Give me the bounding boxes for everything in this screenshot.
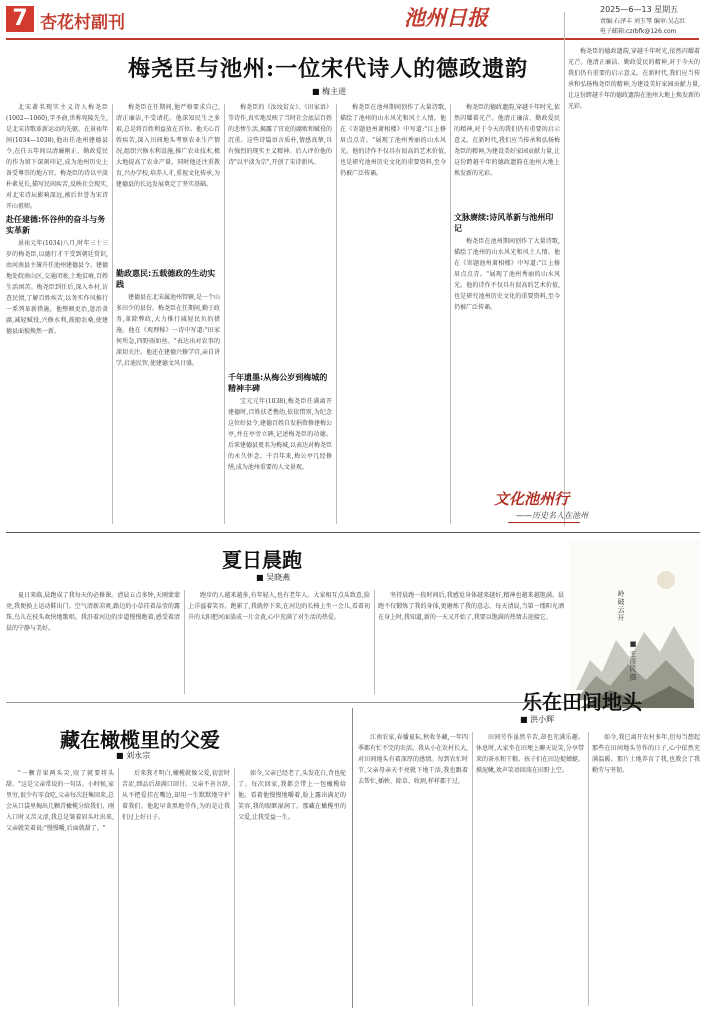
editors-credit: 责编:石泽丰 刘玉琴 编审:吴志红 xyxy=(600,18,686,25)
masthead xyxy=(0,0,705,44)
article-byline: ■ 洪小辉 xyxy=(520,715,555,724)
section-divider xyxy=(6,532,700,533)
article-title: 乐在田间地头 xyxy=(522,690,642,714)
article-paragraph: 梅尧臣的《汝坟贫女》、《田家语》等诗作,真实地反映了当时社会底层百姓的悲惨生活,揭露了官吏的腐败和赋役的沉重。这些诗篇语言质朴,情感真挚,具有强烈的现实主义精神。后人评价他的诗"以平淡为宗",开创了宋诗新风。 xyxy=(228,104,332,166)
header-rule xyxy=(6,38,699,40)
article-title: 藏在橄榄里的父爱 xyxy=(60,728,220,752)
page-number-badge: 7 xyxy=(6,6,34,32)
article-paragraph: 梅尧臣在任期间,他严格要求自己,清正廉洁,不受请托。他深知民生之多艰,总是将百姓利益放在首位。他关心百姓疾苦,深入田间地头考察农业生产情况,组织兴修水利设施,推广农业技术,极大地提高了农业产量。同时他还注重教育,兴办学校,培养人才,重视文化传承,为建德县的长远发展奠定了坚实基础。 xyxy=(116,104,220,188)
column-stamp-title: 文化池州行 xyxy=(494,490,570,508)
article-paragraph: 江南农家,春播夏耘,秋收冬藏,一年四季都有忙不完的农活。我从小在农村长大,对田间地头有着深厚的感情。每到农忙时节,父亲母亲天不亮就下地干活,我也跟着去帮忙,插秧、除草、收割,样样都干过。 xyxy=(358,734,468,785)
painting-credit: ■ 王彦民 摄 xyxy=(629,640,637,681)
article-paragraph: 梅尧臣的德政遗韵,穿越千年时光,依然闪耀着光芒。他清正廉洁、勤政爱民的精神,对于今天的我们仍有重要的启示意义。在新时代,我们应当传承和弘扬梅尧臣的精神,为建设美好家园贡献力量,让这份跨越千年的德政遗韵在池州大地上焕发新的光彩。 xyxy=(568,48,700,110)
column-divider xyxy=(234,768,235,1006)
column-divider xyxy=(112,104,113,524)
article-byline: ■ 梅主进 xyxy=(312,87,347,96)
column-divider xyxy=(472,732,473,1006)
column-divider xyxy=(184,590,185,694)
article-paragraph: 夏日来临,晨跑成了我每天的必修课。清晨五点多钟,天刚蒙蒙亮,我便换上运动鞋出门。空气清新凉爽,路边的小草挂着晶莹的露珠,鸟儿在枝头欢快地歌唱。我沿着河边的步道慢慢跑着,感受着清晨的宁静与美好。 xyxy=(6,592,180,632)
landscape-painting xyxy=(570,540,700,710)
article-paragraph: 如今,我已离开农村多年,但每当想起那些在田间地头劳作的日子,心中依然充满温暖。那片土地养育了我,也教会了我勤劳与坚韧。 xyxy=(592,734,700,774)
column-stamp-subtitle: ——历史名人在池州 xyxy=(516,511,588,520)
page-section-name: 杏花村副刊 xyxy=(40,13,125,33)
article-paragraph: 跑步的人越来越多,有年轻人,也有老年人。大家相互点头致意,脸上洋溢着笑容。跑累了,我就停下来,在河边的长椅上坐一会儿,看着初升的太阳把河面染成一片金黄,心中充满了对生活的热爱。 xyxy=(188,592,370,621)
article-title: 夏日晨跑 xyxy=(222,548,302,572)
article-paragraph: 梅尧臣的德政遗韵,穿越千年时光,依然闪耀着光芒。他清正廉洁、勤政爱民的精神,对于今天的我们仍有重要的启示意义。在新时代,我们应当传承和弘扬梅尧臣的精神,为建设美好家园贡献力量,让这份跨越千年的德政遗韵在池州大地上焕发新的光彩。 xyxy=(454,104,560,177)
article-paragraph: 如今,父亲已经老了,头发花白,背也驼了。每次回家,我都会带上一包橄榄给他。看着他慢慢地嚼着,脸上露出满足的笑容,我的眼眶湿润了。那藏在橄榄里的父爱,让我受益一生。 xyxy=(238,770,346,821)
article-paragraph: 梅尧臣在池州期间创作了大量诗歌,描绘了池州的山水风光和风土人情。他在《寄题池州萧相楼》中写道:"江上修眉点点青。"展现了池州秀丽的山水风光。他的诗作不仅具有很高的艺术价值,也是研究池州历史文化的重要资料,至今仍被广泛传诵。 xyxy=(340,104,446,177)
column-divider xyxy=(564,12,565,526)
column-stamp xyxy=(494,488,588,528)
column-divider xyxy=(336,104,337,524)
column-divider xyxy=(118,768,119,1006)
article-byline: ■ 吴晓燕 xyxy=(256,573,291,582)
article-paragraph: "一颗青果两头尖,咬了就要将头甜。"这是父亲常说的一句话。小时候,家里穷,很少有零食吃,父亲每次赶集回来,总会从口袋里掏出几颗青橄榄分给我们。刚入口时又苦又涩,我总是皱着眉头吐出来,父亲就笑着说:"慢慢嚼,后面就甜了。" xyxy=(6,770,114,832)
section-divider xyxy=(352,708,353,1008)
section-subhead: 千年遗墨:从梅公岁到梅城的精神丰碑 xyxy=(228,373,328,393)
section-subhead: 文脉赓续:诗风革新与池州印记 xyxy=(454,213,554,233)
article-paragraph: 坚持晨跑一段时间后,我感觉身体越来越好,精神也越来越饱满。晨跑不仅锻炼了我的身体,更磨炼了我的意志。每天清晨,当第一缕阳光洒在身上时,我知道,新的一天又开始了,我要以饱满的热情去迎接它。 xyxy=(378,592,564,621)
column-divider xyxy=(224,104,225,524)
column-divider xyxy=(588,732,589,1006)
article-byline: ■ 刘永宗 xyxy=(116,751,151,760)
article-paragraph: 梅尧臣在池州期间创作了大量诗歌,描绘了池州的山水风光和风土人情。他在《寄题池州萧相楼》中写道:"江上修眉点点青。"展现了池州秀丽的山水风光。他的诗作不仅具有很高的艺术价值,也是研究池州历史文化的重要资料,至今仍被广泛传诵。 xyxy=(454,238,560,311)
article-paragraph: 田间劳作虽然辛苦,却也充满乐趣。休息时,大家坐在田埂上聊天说笑,分享带来的茶水和干粮。孩子们在田边捉蜻蜓、摸泥鳅,欢声笑语回荡在田野上空。 xyxy=(476,734,584,774)
column-divider xyxy=(374,590,375,694)
section-subhead: 勤政惠民:五载德政的生动实践 xyxy=(116,269,216,289)
issue-date: 2025—6—13 星期五 xyxy=(600,5,679,14)
newspaper-logo: 池州日报 xyxy=(404,5,488,30)
article-paragraph: 后来我才明白,橄榄就像父爱,初尝时苦涩,细品后却满口回甘。父亲不善言辞,从不把爱挂在嘴边,却用一生默默地守护着我们。他起早贪黑地劳作,为的是让我们过上好日子。 xyxy=(122,770,230,821)
contact-email[interactable]: 电子邮箱:czrbfk@126.com xyxy=(600,28,677,35)
stamp-underline xyxy=(508,522,580,523)
article-paragraph: 宝元元年(1038),梅尧臣任满离开建德时,百姓扶老携幼,依依惜别,为纪念这位好县令,建德百姓自发捐资修建梅公亭,并在亭旁立碑,记述梅尧臣的功德。后来建德县更名为梅城,以表达对梅尧臣的永久怀念。千百年来,梅公亭几经修缮,成为池州重要的人文景观。 xyxy=(228,398,332,471)
section-subhead: 赴任建德:怀谷仲的奋斗与务实革新 xyxy=(6,215,106,235)
painting-inscription: 岭破云开 xyxy=(617,590,625,622)
section-divider xyxy=(6,702,566,703)
article-paragraph: 北宋著名现实主义诗人梅尧臣(1002—1060),字圣俞,世称宛陵先生,是北宋诗歌革新运动的先驱。在景祐年间(1034—1038),他出任池州建德县令,在任五年间以清廉刚正、勤政爱民的作为留下深刻印记,成为池州历史上备受尊崇的地方官。梅尧臣的诗以平淡朴素见长,描写民间疾苦,反映社会现实,对北宋诗坛影响深远,被后世誉为宋诗开山祖师。 xyxy=(6,104,108,210)
column-divider xyxy=(450,104,451,524)
article-title: 梅尧臣与池州:一位宋代诗人的德政遗韵 xyxy=(128,56,529,82)
article-paragraph: 建德县在北宋属池州管辖,是一个山多田少的县份。梅尧臣在任期间,勤于政务,革除弊政,大力推行减轻民负的措施。他在《观理稼》一诗中写道:"田家何所急,四野雨如丝。"表达出对农事的深切关注。他还在建德兴修学宫,亲自讲学,启迪民智,使建德文风日盛。 xyxy=(116,294,220,367)
article-paragraph: 景祐元年(1034)八月,时年三十三岁的梅尧臣,以德行才干受到朝廷赏识,由河南县主簿升任池州建德县令。建德地处皖南山区,交通闭塞,土地贫瘠,百姓生活困苦。梅尧臣到任后,深入乡村,访查民情,了解百姓疾苦,以务实作风推行一系列革新措施。他整顿吏治,惩治贪腐,减轻赋役,兴修水利,鼓励农桑,使建德县面貌焕然一新。 xyxy=(6,240,108,335)
